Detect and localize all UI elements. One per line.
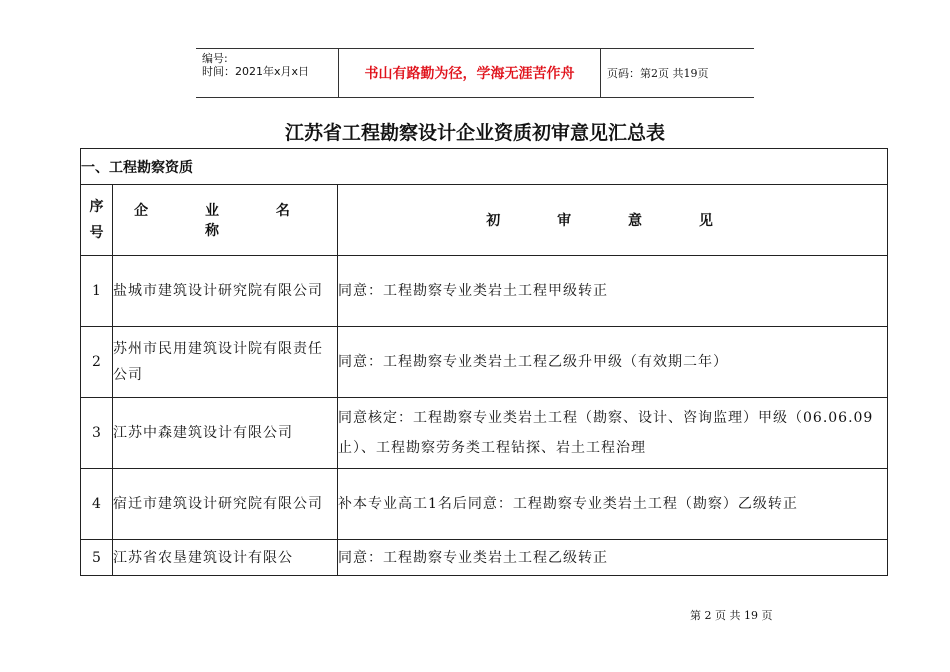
document-time: 时间：2021年x月x日 (202, 65, 310, 78)
seq-header-text: 序 号 (89, 199, 104, 241)
table-row (81, 469, 888, 540)
table-row (81, 540, 888, 576)
section-title: 一、工程勘察资质 (81, 149, 888, 185)
table-row (81, 327, 888, 398)
review-opinion: 补本专业高工1名后同意：工程勘察专业类岩土工程（勘察）乙级转正 (338, 469, 888, 540)
row-number: 2 (81, 327, 113, 398)
row-number: 4 (81, 469, 113, 540)
table-header-row (81, 185, 888, 256)
company-name: 苏州市民用建筑设计院有限责任公司 (113, 327, 338, 398)
row-number: 5 (81, 540, 113, 576)
header-meta (196, 49, 339, 97)
review-opinion: 同意：工程勘察专业类岩土工程乙级升甲级（有效期二年） (338, 327, 888, 398)
column-header-opinion: 初 审 意 见 (338, 185, 888, 256)
review-table (80, 148, 888, 576)
header-motto: 书山有路勤为径，学海无涯苦作舟 (339, 49, 601, 97)
review-opinion: 同意：工程勘察专业类岩土工程甲级转正 (338, 256, 888, 327)
column-header-company: 企 业 名 称 (113, 185, 338, 256)
row-number: 3 (81, 398, 113, 469)
table-row (81, 398, 888, 469)
row-number: 1 (81, 256, 113, 327)
company-name: 江苏中森建筑设计有限公司 (113, 398, 338, 469)
review-opinion: 同意：工程勘察专业类岩土工程乙级转正 (338, 540, 888, 576)
company-name: 盐城市建筑设计研究院有限公司 (113, 256, 338, 327)
document-number-label: 编号: (202, 52, 228, 65)
section-heading-row (81, 149, 888, 185)
header-page-info: 页码：第2页 共19页 (607, 67, 709, 80)
page-header (196, 48, 754, 98)
review-opinion: 同意核定：工程勘察专业类岩土工程（勘察、设计、咨询监理）甲级（06.06.09止）、工程勘察劳务类工程钻探、岩土工程治理 (338, 398, 888, 469)
document-title: 江苏省工程勘察设计企业资质初审意见汇总表 (284, 122, 665, 144)
page-footer: 第 2 页 共 19 页 (690, 609, 773, 622)
company-name: 宿迁市建筑设计研究院有限公司 (113, 469, 338, 540)
company-name: 江苏省农垦建筑设计有限公 (113, 540, 338, 576)
column-header-seq (81, 185, 113, 256)
table-row (81, 256, 888, 327)
